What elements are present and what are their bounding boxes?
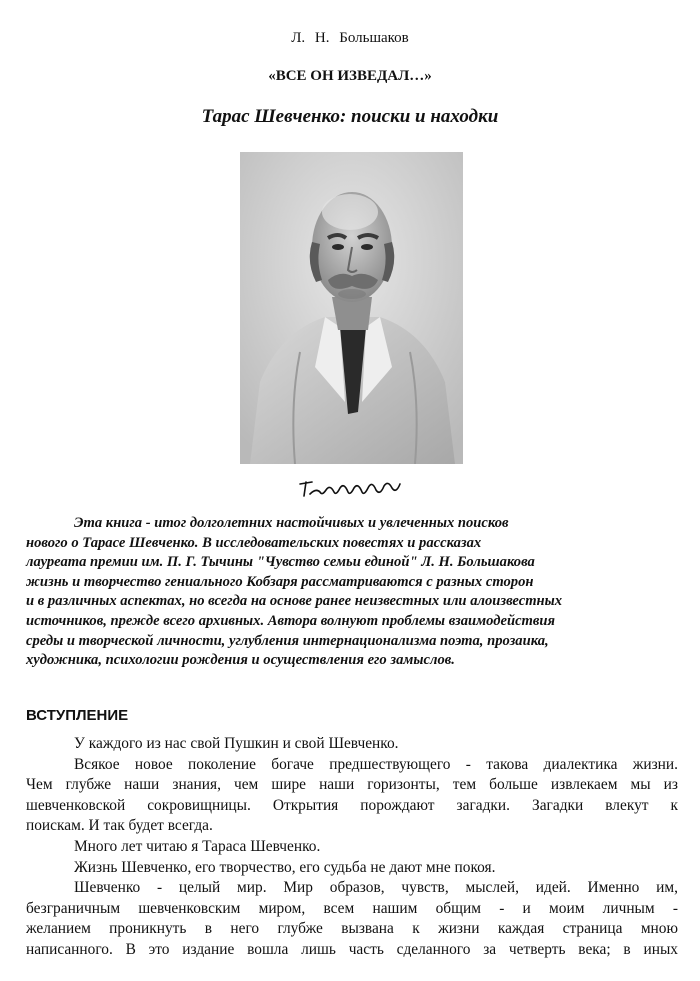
portrait-photo [240, 152, 463, 464]
book-subtitle: Тарас Шевченко: поиски и находки [201, 106, 499, 127]
annotation-line: Эта книга - итог долголетних настойчивых и увлеченных поисков [74, 515, 509, 531]
annotation-line: жизнь и творчество гениального Кобзаря рассматриваются с разных сторон [26, 573, 534, 590]
paragraph-line: шевченковской сокровищницы. Открытия порождают загадки. Загадки влекут к [26, 796, 678, 814]
annotation-line: среды и творческой личности, углубления интернационализма поэта, прозаика, [26, 632, 549, 649]
annotation-line: художника, психологии рождения и осуществления его замыслов. [26, 652, 455, 669]
paragraph-line: желанием проникнуть в него глубже вызвана к жизни каждая страница мною [26, 920, 678, 938]
paragraph-line: Всякое новое поколение богаче предшествующего - такова диалектика жизни. [74, 755, 678, 773]
book-title: «ВСЕ ОН ИЗВЕДАЛ…» [268, 68, 432, 84]
paragraph-line: поискам. И так будет всегда. [26, 817, 213, 835]
author-line: Л. Н. Большаков [291, 30, 409, 46]
signature-image [296, 474, 406, 502]
paragraph-line: безграничным шевченковским миром, всем нашим общим - и моим личным - [26, 899, 678, 917]
annotation-line: нового о Тарасе Шевченко. В исследовательских повестях и рассказах [26, 534, 482, 551]
paragraph-line: Шевченко - целый мир. Мир образов, чувств, мыслей, идей. Именно им, [74, 879, 678, 897]
paragraph-line: Жизнь Шевченко, его творчество, его судьба не дают мне покоя. [74, 858, 496, 876]
paragraph-line: Чем глубже наши знания, чем шире наши горизонты, тем больше извлекаем мы из [26, 776, 678, 794]
annotation-line: и в различных аспектах, но всегда на основе ранее неизвестных или алоизвестных [26, 593, 563, 610]
annotation-line: лауреата премии им. П. Г. Тычины "Чувство семьи единой" Л. Н. Большакова [26, 554, 535, 571]
body-text [26, 734, 678, 961]
paragraph-line: Много лет читаю я Тараса Шевченко. [74, 837, 321, 855]
paragraph-line: У каждого из нас свой Пушкин и свой Шевченко. [74, 735, 399, 752]
book-annotation [26, 514, 676, 671]
paragraph-line: написанного. В это издание вошла лишь часть сделанного за четверть века; в иных [26, 940, 678, 958]
section-heading: ВСТУПЛЕНИЕ [26, 707, 129, 724]
annotation-line: источников, прежде всего архивных. Автора волнуют проблемы взаимодействия [26, 612, 556, 629]
